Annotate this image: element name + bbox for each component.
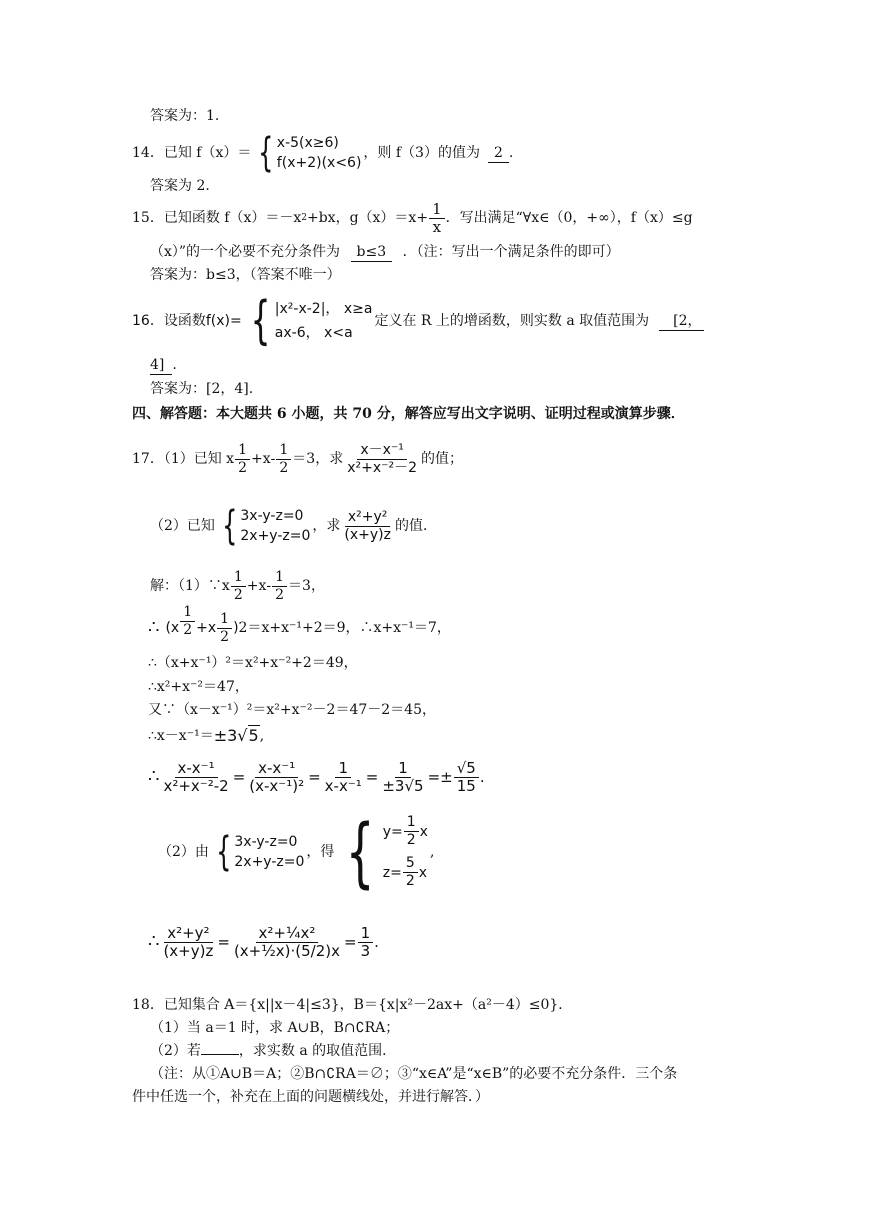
solution-line-4: ∴x²+x⁻²＝47， bbox=[148, 679, 249, 695]
question-16-line2 bbox=[150, 356, 177, 375]
solution-line-3: ∴（x+x⁻¹）²＝x²+x⁻²+2＝49， bbox=[148, 655, 358, 671]
question-18-line2: （1）当 a＝1 时，求 A∪B，B∩∁RA； bbox=[150, 1020, 400, 1036]
answer-15: 答案为：b≤3，（答案不唯一） bbox=[150, 267, 341, 283]
question-17-part1 bbox=[132, 437, 463, 481]
q14-piecewise: { x-5(x≥6) f(x+2)(x<6) bbox=[258, 130, 362, 176]
sol-s7-frac2: $\frac{\text{x-x⁻¹}}{\text{(x-x⁻¹)²}}$ bbox=[249, 758, 305, 795]
q16-case2: ax-6， x<a bbox=[274, 325, 353, 341]
sol-s9-eq1: = bbox=[217, 933, 230, 951]
sol-s1-neg-half: $\frac{1}{2}$ bbox=[272, 569, 287, 604]
q16-end: . bbox=[172, 357, 177, 373]
question-18-line5: 件中任选一个，补充在上面的问题横线处，并进行解答．） bbox=[132, 1089, 489, 1105]
q17-minus: - bbox=[270, 451, 276, 467]
sol-s8a: （2）由 bbox=[158, 844, 209, 860]
q16-answer-blank-2: 4] bbox=[150, 356, 172, 375]
q16-answer-blank-1: [2， bbox=[659, 312, 703, 331]
sol-s8b: ，得 bbox=[306, 844, 335, 860]
q17-p2-mid: ，求 bbox=[312, 518, 341, 534]
q14-mid: ，则 f（3）的值为 bbox=[363, 145, 480, 161]
q14-text: 14．已知 f（x）＝ bbox=[132, 145, 252, 161]
sol-s1b: +x bbox=[246, 578, 267, 594]
sol-z-frac: $\frac{5}{2}$ bbox=[403, 855, 418, 890]
q16-case1: |x²-x-2|， x≥a bbox=[274, 301, 373, 317]
q14-answer-blank: 2 bbox=[488, 144, 509, 163]
q17-p2-fraction: $\frac{\text{x²+y²}}{(x+y)z}$ bbox=[344, 508, 391, 543]
sol-s7-dot: . bbox=[479, 768, 485, 786]
sol-s6d: , bbox=[259, 728, 265, 744]
q15-line2-post: ．（注：写出一个满足条件的即可） bbox=[402, 244, 620, 260]
question-15-line2 bbox=[150, 243, 620, 262]
sol-s7-eq1: = bbox=[232, 768, 246, 786]
question-18-line4: （注：从①A∪B＝A；②B∩∁RA＝∅；③“x∈A”是“x∈B”的必要不充分条件．三个条 bbox=[150, 1066, 678, 1082]
q15-mid: +bx，g（x）＝x+ bbox=[306, 210, 429, 226]
sol-z-x: x bbox=[418, 864, 428, 881]
sol-y-eq: y= bbox=[382, 823, 403, 840]
solution-line-2 bbox=[148, 603, 451, 650]
sol-result-system: { y= $\frac{1}{2}$ x z= $\frac{5}{2}$ x bbox=[346, 807, 428, 896]
q14-case1: x-5(x≥6) bbox=[276, 135, 339, 151]
q17-p2-pre: （2）已知 bbox=[150, 518, 215, 534]
q16-piecewise: { |x²-x-2|， x≥a ax-6， x<a bbox=[250, 291, 373, 351]
sol-s7-therefore: ∴ bbox=[148, 766, 160, 787]
solution-line-5: 又∵（x－x⁻¹）²＝x²+x⁻²－2＝47－2＝45， bbox=[148, 702, 436, 718]
sol-z-eq: z= bbox=[382, 864, 402, 881]
q15-line2-pre: （x）”的一个必要不充分条件为 bbox=[150, 244, 341, 260]
sol-s7-pm: ± bbox=[440, 768, 453, 786]
sol-s2c: +x bbox=[196, 620, 217, 636]
sol-s9-therefore: ∴ bbox=[148, 931, 160, 952]
solution-line-8 bbox=[158, 807, 435, 896]
q16-post: 定义在 R 上的增函数，则实数 a 取值范围为 bbox=[374, 313, 650, 329]
q16-pre: 16．设函数f(x)= bbox=[132, 313, 242, 329]
sol-s1-minus: - bbox=[266, 578, 272, 594]
sol-system-eq1: 3x-y-z=0 bbox=[234, 834, 298, 850]
sol-s9-frac3: $\frac{1}{3}$ bbox=[358, 925, 374, 960]
sol-s8-comma: , bbox=[429, 844, 435, 860]
sol-therefore: ∴ bbox=[148, 617, 160, 638]
question-18-line1: 18．已知集合 A＝{x||x－4|≤3}，B＝{x|x²－2ax+（a²－4）≤0}． bbox=[132, 997, 573, 1013]
q17-p1-post: 的值； bbox=[421, 451, 464, 467]
q15-post: ．写出满足“∀x∈（0，+∞），f（x）≤g bbox=[445, 210, 693, 226]
sol-s7-eq2: = bbox=[308, 768, 321, 786]
q15-pre: 15．已知函数 f（x）＝－x bbox=[132, 210, 302, 226]
q17-p1-eq: ＝3，求 bbox=[292, 451, 344, 467]
answer-14: 答案为 2. bbox=[150, 178, 210, 194]
question-17-part2 bbox=[150, 502, 437, 550]
sol-system: { 3x-y-z=0 2x+y-z=0 bbox=[216, 829, 305, 875]
question-15-line1: 15．已知函数 f（x）＝－x 2 +bx，g（x）＝x+ $\frac{1}{x}$ ．写出满足“∀x∈（0，+∞），f（x）≤g bbox=[132, 199, 693, 236]
sol-s1-half: $\frac{1}{2}$ bbox=[231, 569, 246, 604]
question-14 bbox=[132, 130, 513, 176]
sol-s6a: ∴x－x⁻¹＝ bbox=[148, 728, 214, 744]
q17-exp-neg-half: $\frac{1}{2}$ bbox=[276, 442, 291, 477]
sol-s7-frac1: $\frac{\text{x-x⁻¹}}{\text{x²+x⁻²-2}}$ bbox=[163, 758, 229, 795]
q17-p2-post: 的值． bbox=[394, 518, 437, 534]
question-16 bbox=[132, 293, 704, 349]
sol-s2-half: $\frac{1}{2}$ bbox=[180, 604, 195, 639]
sol-y-frac: $\frac{1}{2}$ bbox=[404, 814, 419, 849]
sol-s2e: 2＝x+x⁻¹+2＝9，∴x+x⁻¹＝7， bbox=[238, 620, 451, 636]
sol-s7-frac5: $\frac{√5}{15}$ bbox=[454, 760, 479, 795]
q15-answer-blank: b≤3 bbox=[351, 243, 393, 262]
solution-line-9 bbox=[148, 912, 379, 972]
sqrt-5: √5 bbox=[237, 726, 259, 745]
sol-s1: 解：（1）∵x bbox=[150, 578, 230, 594]
answer-13: 答案为：1. bbox=[150, 108, 220, 124]
q17-system-eq2: 2x+y-z=0 bbox=[240, 528, 311, 544]
sol-s9-dot: . bbox=[374, 933, 379, 951]
sol-s1c: ＝3， bbox=[288, 578, 325, 594]
sol-y-x: x bbox=[419, 823, 428, 840]
q17-system-eq1: 3x-y-z=0 bbox=[240, 508, 304, 524]
q15-fraction: $\frac{1}{x}$ bbox=[429, 201, 445, 236]
solution-line-6 bbox=[148, 724, 264, 748]
q14-case2: f(x+2)(x<6) bbox=[276, 155, 362, 171]
q14-post: . bbox=[508, 145, 514, 161]
q17-system: { 3x-y-z=0 2x+y-z=0 bbox=[222, 503, 311, 549]
sol-s9-eq2: = bbox=[344, 933, 357, 951]
sol-s2-neg-half: $\frac{1}{2}$ bbox=[217, 611, 232, 646]
solution-line-7 bbox=[148, 752, 485, 802]
sol-s9-frac1: $\frac{\text{x²+y²}}{(x+y)z}$ bbox=[163, 923, 214, 960]
section-4-heading: 四、解答题：本大题共 6 小题，共 70 分，解答应写出文字说明、证明过程或演算步骤． bbox=[132, 406, 685, 422]
q17-exp-half: $\frac{1}{2}$ bbox=[235, 442, 250, 477]
q17-p1-pre: 17．（1）已知 x bbox=[132, 451, 235, 467]
sol-s2d: ) bbox=[233, 620, 239, 636]
answer-16: 答案为：[2，4]. bbox=[150, 381, 254, 397]
question-18-line3 bbox=[150, 1042, 396, 1060]
sol-s9-frac2: $\frac{\text{x²+¼x²}}{\text{(x+½x)·(5/2)x}}$ bbox=[233, 923, 340, 960]
q17-p1-fraction: $\frac{\text{x－x⁻¹}}{\text{x²+x⁻²－2}}$ bbox=[347, 441, 418, 476]
q18-l3b: ，求实数 a 的取值范围． bbox=[238, 1043, 397, 1059]
sol-s7-frac4: $\frac{1}{\pm 3√5}$ bbox=[382, 758, 424, 795]
sol-s7-eq3: = bbox=[365, 768, 379, 786]
q17-p1-mid: +x bbox=[251, 451, 271, 467]
sol-s2b: (x bbox=[165, 620, 180, 636]
sol-s7-eq4: = bbox=[427, 768, 441, 786]
sol-s6b: ±3 bbox=[213, 726, 238, 745]
sol-s7-frac3: $\frac{1}{\text{x-x⁻¹}}$ bbox=[324, 758, 362, 795]
q18-l3a: （2）若 bbox=[150, 1043, 201, 1059]
solution-line-1 bbox=[150, 566, 325, 606]
sol-system-eq2: 2x+y-z=0 bbox=[234, 854, 305, 870]
q18-blank bbox=[201, 1054, 239, 1055]
